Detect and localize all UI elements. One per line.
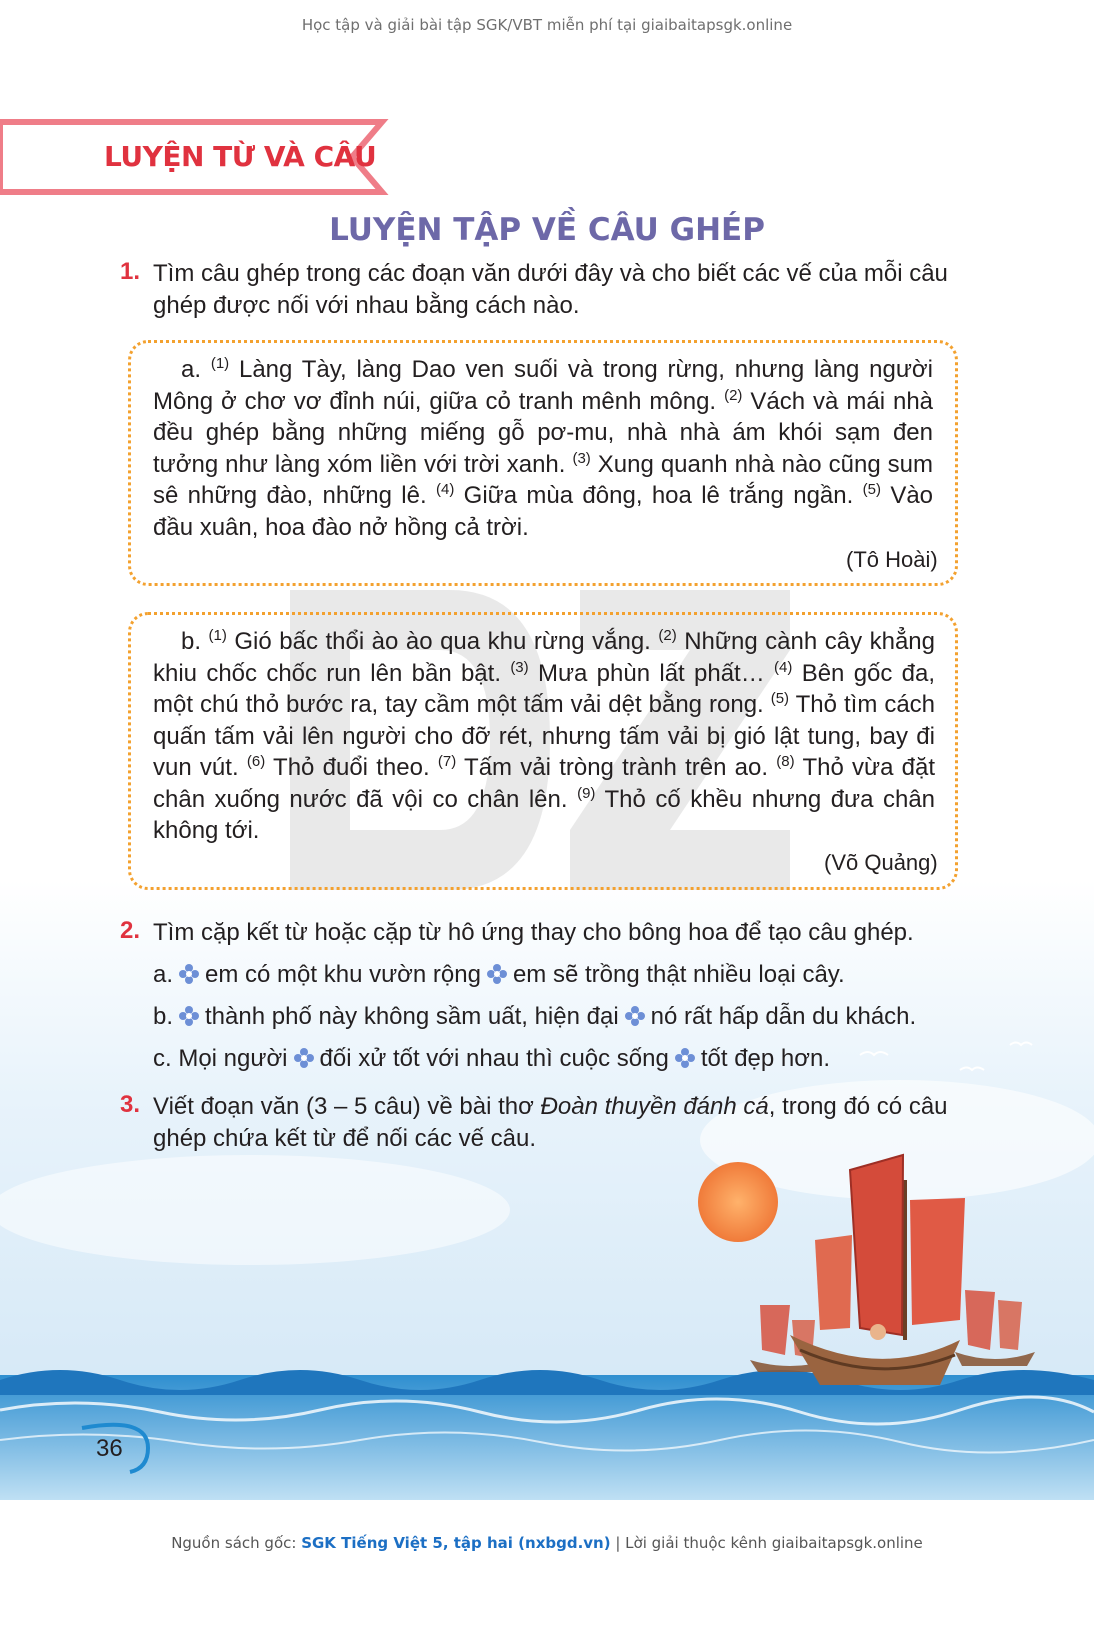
flower-icon	[179, 1006, 199, 1026]
passage-b-sentence-8: Thỏ vừa đặt chân xuống nước đã vội co chân lên.	[153, 754, 936, 813]
q2-item-label: c.	[153, 1045, 172, 1072]
passage-b-author: (Võ Quảng)	[824, 850, 938, 875]
passage-b-sentence-9: Thỏ cố khều nhưng đưa chân không tới.	[153, 785, 936, 844]
q3-line1: Viết đoạn văn (3 – 5 câu) về bài thơ Đoàn thuyền đánh cá, trong đó có câu	[153, 1093, 948, 1120]
passage-b-text: b. $^{(1)}$ Gió bấc thổi ào ào qua khu rừng vắng. $^{(2)}$ Những cành cây khẳng khiu chốc chốc run lên bần bật. $^{(3)}$ Mưa phùn lất phất… $^{(4)}$ Bên gốc đa, một chú thỏ bước ra, tay cầm một tấm vải dệt bằng rong. $^{(5)}$ Thỏ tìm cách quấn tấm vải lên người cho đỡ rét, nhưng tấm vải bị gió lật tung, bay đi vun vút. $^{(6)}$ Thỏ đuổi theo. $^{(7)}$ Tấm vải tròng trành trên ao. $^{(8)}$ Thỏ vừa đặt chân xuống nước đã vội co chân lên. $^{(9)}$ Thỏ cố khều nhưng đưa chân không tới.	[153, 627, 936, 844]
passage-a-sentence-1: Làng Tày, làng Dao ven suối và trong rừng, nhưng làng người Mông ở chơ vơ đỉnh núi, giữa cỏ tranh mênh mông.	[153, 356, 933, 415]
q2-item-a-part2: em có một khu vườn rộng	[205, 961, 481, 988]
passage-b-sentence-2: Những cành cây khẳng khiu chốc chốc run lên bần bật.	[153, 628, 935, 687]
q2-item-b-part3: nó rất hấp dẫn du khách.	[650, 1003, 917, 1030]
passage-b-label: b.	[181, 628, 202, 655]
passage-a-label: a.	[181, 356, 202, 383]
q2-item-c-part2: đối xử tốt với nhau thì cuộc sống	[319, 1045, 669, 1072]
q1-line2: ghép được nối với nhau bằng cách nào.	[153, 292, 580, 319]
footer-source: SGK Tiếng Việt 5, tập hai (nxbgd.vn)	[301, 1534, 611, 1552]
q2-item-label: a.	[153, 961, 174, 988]
poem-title: Đoàn thuyền đánh cá	[540, 1093, 769, 1120]
q2-item-label: b.	[153, 1003, 174, 1030]
q3-number: 3.	[120, 1091, 141, 1118]
q2-item-c	[153, 1043, 830, 1075]
passage-b-sentence-6: Thỏ đuổi theo.	[273, 754, 430, 781]
passage-a-sentence-2: Vách và mái nhà đều ghép bằng những miếng gỗ pơ-mu, nhà nhà ám khói sạm đen tưởng như làng xóm liền với trời xanh.	[153, 387, 934, 478]
flower-icon	[294, 1048, 314, 1068]
passage-b-sentence-7: Tấm vải tròng trành trên ao.	[464, 754, 769, 781]
q1-line1: Tìm câu ghép trong các đoạn văn dưới đây và cho biết các vế của mỗi câu	[153, 260, 948, 287]
passage-b-sentence-4: Bên gốc đa, một chú thỏ bước ra, tay cầm một tấm vải dệt bằng rong.	[153, 659, 936, 718]
passage-a-sentence-3: Xung quanh nhà nào cũng sum sê những đào, những lê.	[153, 450, 934, 509]
passage-b-sentence-3: Mưa phùn lất phất…	[537, 659, 765, 687]
flower-icon	[179, 964, 199, 984]
q1-number: 1.	[120, 258, 141, 285]
passage-b-sentence-1: Gió bấc thổi ào ào qua khu rừng vắng.	[234, 628, 651, 655]
footer: Nguồn sách gốc: SGK Tiếng Việt 5, tập hai (nxbgd.vn) | Lời giải thuộc kênh giaibaitapsgk.online	[171, 1534, 923, 1552]
q2-item-b-part2: thành phố này không sầm uất, hiện đại	[205, 1003, 619, 1030]
q2-item-a-part3: em sẽ trồng thật nhiều loại cây.	[512, 961, 845, 988]
section-banner: LUYỆN TỪ VÀ CÂU	[104, 140, 377, 173]
q3-line2: ghép chứa kết từ để nối các vế câu.	[153, 1125, 537, 1152]
q2-item-b	[153, 1001, 916, 1033]
passage-a-sentence-5: Vào đầu xuân, hoa đào nở hồng cả trời.	[153, 482, 934, 541]
q2-text: Tìm cặp kết từ hoặc cặp từ hô ứng thay cho bông hoa để tạo câu ghép.	[153, 919, 914, 946]
q2-item-c-part3: tốt đẹp hơn.	[700, 1045, 831, 1072]
lesson-title: LUYỆN TẬP VỀ CÂU GHÉP	[329, 212, 765, 248]
page-number: 36	[96, 1435, 123, 1462]
passage-a-text: a. $^{(1)}$ Làng Tày, làng Dao ven suối và trong rừng, nhưng làng người Mông ở chơ vơ đỉnh núi, giữa cỏ tranh mênh mông. $^{(2)}$ Vách và mái nhà đều ghép bằng những miếng gỗ pơ-mu, nhà nhà ám khói sạm đen tưởng như làng xóm liền với trời xanh. $^{(3)}$ Xung quanh nhà nào cũng sum sê những đào, những lê. $^{(4)}$ Giữa mùa đông, hoa lê trắng ngần. $^{(5)}$ Vào đầu xuân, hoa đào nở hồng cả trời.	[153, 355, 934, 541]
q2-item-c-part1: Mọi người	[178, 1045, 288, 1072]
passage-b-sentence-5: Thỏ tìm cách quấn tấm vải lên người cho đỡ rét, nhưng tấm vải bị gió lật tung, bay đi vun vút.	[153, 691, 936, 781]
flower-icon	[675, 1048, 695, 1068]
q2-number: 2.	[120, 917, 141, 944]
passage-a-author: (Tô Hoài)	[846, 547, 938, 572]
flower-icon	[625, 1006, 645, 1026]
passage-a-sentence-4: Giữa mùa đông, hoa lê trắng ngần.	[463, 482, 854, 509]
flower-icon	[487, 964, 507, 984]
top-note: Học tập và giải bài tập SGK/VBT miễn phí tại giaibaitapsgk.online	[301, 16, 793, 34]
q2-item-a	[153, 959, 845, 991]
